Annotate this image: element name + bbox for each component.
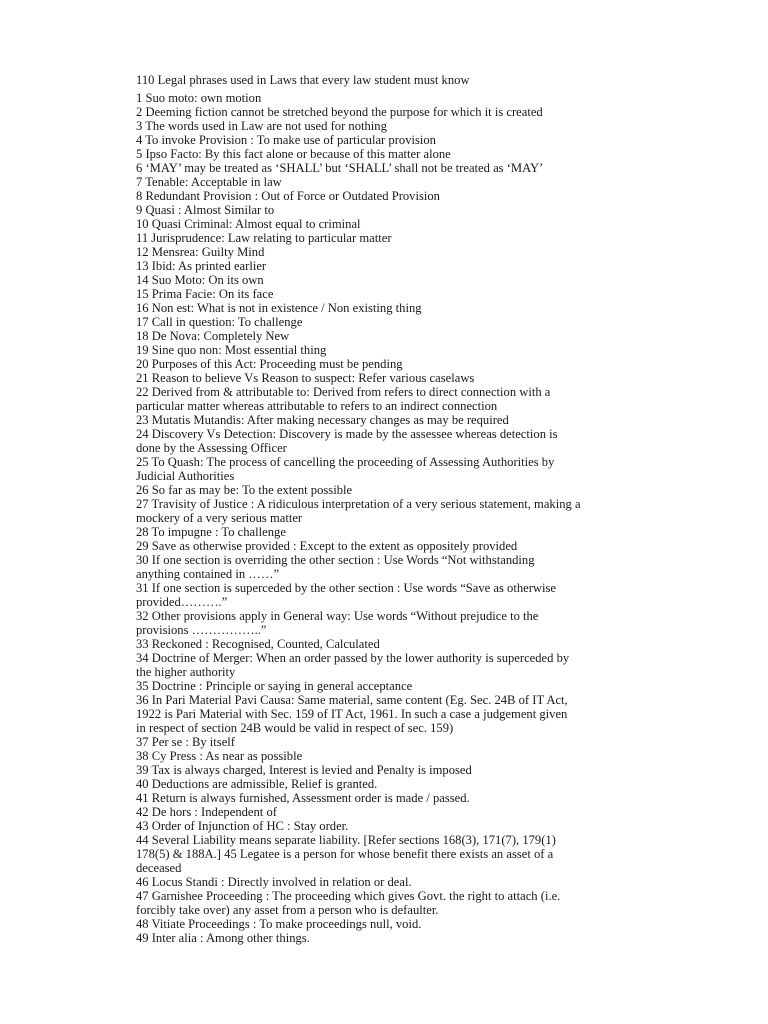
phrase-line: 30 If one section is overriding the other section : Use Words “Not withstanding [136, 553, 535, 567]
phrase-line: 36 In Pari Material Pavi Causa: Same material, same content (Eg. Sec. 24B of IT Act, [136, 693, 568, 707]
phrase-line: provisions ……………..” [136, 623, 267, 637]
phrase-line: 29 Save as otherwise provided : Except to the extent as oppositely provided [136, 539, 518, 553]
phrase-line: 3 The words used in Law are not used for nothing [136, 119, 387, 133]
phrase-line: 39 Tax is always charged, Interest is levied and Penalty is imposed [136, 763, 472, 777]
phrase-line: 2 Deeming fiction cannot be stretched beyond the purpose for which it is created [136, 105, 543, 119]
phrase-line: 42 De hors : Independent of [136, 805, 277, 819]
phrase-line: 22 Derived from & attributable to: Derived from refers to direct connection with a [136, 385, 551, 399]
phrase-line: Judicial Authorities [136, 469, 235, 483]
phrase-line: 13 Ibid: As printed earlier [136, 259, 267, 273]
phrase-line: 38 Cy Press : As near as possible [136, 749, 303, 763]
phrase-line: anything contained in ……” [136, 567, 280, 581]
phrase-line: 15 Prima Facie: On its face [136, 287, 274, 301]
phrase-line: forcibly take over) any asset from a person who is defaulter. [136, 903, 439, 917]
phrase-line: 5 Ipso Facto: By this fact alone or because of this matter alone [136, 147, 451, 161]
phrase-line: 40 Deductions are admissible, Relief is granted. [136, 777, 378, 791]
phrase-line: mockery of a very serious matter [136, 511, 303, 525]
phrase-line: 6 ‘MAY’ may be treated as ‘SHALL’ but ‘SHALL’ shall not be treated as ‘MAY’ [136, 161, 544, 175]
phrase-line: 28 To impugne : To challenge [136, 525, 286, 539]
document-body [136, 73, 684, 945]
phrase-line: 47 Garnishee Proceeding : The proceeding which gives Govt. the right to attach (i.e. [136, 889, 561, 903]
phrase-line: 41 Return is always furnished, Assessment order is made / passed. [136, 791, 470, 805]
phrase-line: deceased [136, 861, 182, 875]
phrase-line: 16 Non est: What is not in existence / Non existing thing [136, 301, 422, 315]
phrase-line: 12 Mensrea: Guilty Mind [136, 245, 265, 259]
phrase-line: 27 Travisity of Justice : A ridiculous interpretation of a very serious statement, making a [136, 497, 581, 511]
phrase-line: provided……….” [136, 595, 228, 609]
phrase-line: 11 Jurisprudence: Law relating to particular matter [136, 231, 392, 245]
phrase-line: 43 Order of Injunction of HC : Stay order. [136, 819, 349, 833]
phrase-line: 19 Sine quo non: Most essential thing [136, 343, 327, 357]
phrase-line: 32 Other provisions apply in General way: Use words “Without prejudice to the [136, 609, 539, 623]
phrase-line: 31 If one section is superceded by the other section : Use words “Save as otherwise [136, 581, 557, 595]
phrase-line: 24 Discovery Vs Detection: Discovery is made by the assessee whereas detection is [136, 427, 558, 441]
phrase-line: 20 Purposes of this Act: Proceeding must be pending [136, 357, 403, 371]
phrase-list [136, 91, 684, 945]
phrase-line: 7 Tenable: Acceptable in law [136, 175, 282, 189]
phrase-line: 9 Quasi : Almost Similar to [136, 203, 275, 217]
phrase-line: 1 Suo moto: own motion [136, 91, 262, 105]
phrase-line: 46 Locus Standi : Directly involved in relation or deal. [136, 875, 412, 889]
phrase-line: 23 Mutatis Mutandis: After making necessary changes as may be required [136, 413, 509, 427]
document-title: 110 Legal phrases used in Laws that every law student must know [136, 73, 470, 87]
phrase-line: 178(5) & 188A.] 45 Legatee is a person for whose benefit there exists an asset of a [136, 847, 554, 861]
phrase-line: 10 Quasi Criminal: Almost equal to criminal [136, 217, 361, 231]
phrase-line: 44 Several Liability means separate liability. [Refer sections 168(3), 171(7), 179(1) [136, 833, 556, 847]
phrase-line: done by the Assessing Officer [136, 441, 287, 455]
phrase-line: 25 To Quash: The process of cancelling the proceeding of Assessing Authorities by [136, 455, 555, 469]
phrase-line: 37 Per se : By itself [136, 735, 235, 749]
phrase-line: 26 So far as may be: To the extent possible [136, 483, 353, 497]
phrase-line: 49 Inter alia : Among other things. [136, 931, 310, 945]
phrase-line: 14 Suo Moto: On its own [136, 273, 264, 287]
phrase-line: 17 Call in question: To challenge [136, 315, 303, 329]
phrase-line: in respect of section 24B would be valid in respect of sec. 159) [136, 721, 454, 735]
phrase-line: 18 De Nova: Completely New [136, 329, 290, 343]
phrase-line: 34 Doctrine of Merger: When an order passed by the lower authority is superceded by [136, 651, 570, 665]
phrase-line: 48 Vitiate Proceedings : To make proceedings null, void. [136, 917, 422, 931]
phrase-line: 4 To invoke Provision : To make use of particular provision [136, 133, 436, 147]
phrase-line: the higher authority [136, 665, 236, 679]
phrase-line: particular matter whereas attributable to refers to an indirect connection [136, 399, 498, 413]
phrase-line: 21 Reason to believe Vs Reason to suspect: Refer various caselaws [136, 371, 475, 385]
phrase-line: 35 Doctrine : Principle or saying in general acceptance [136, 679, 413, 693]
phrase-line: 33 Reckoned : Recognised, Counted, Calculated [136, 637, 380, 651]
phrase-line: 8 Redundant Provision : Out of Force or Outdated Provision [136, 189, 440, 203]
phrase-line: 1922 is Pari Material with Sec. 159 of IT Act, 1961. In such a case a judgement given [136, 707, 568, 721]
